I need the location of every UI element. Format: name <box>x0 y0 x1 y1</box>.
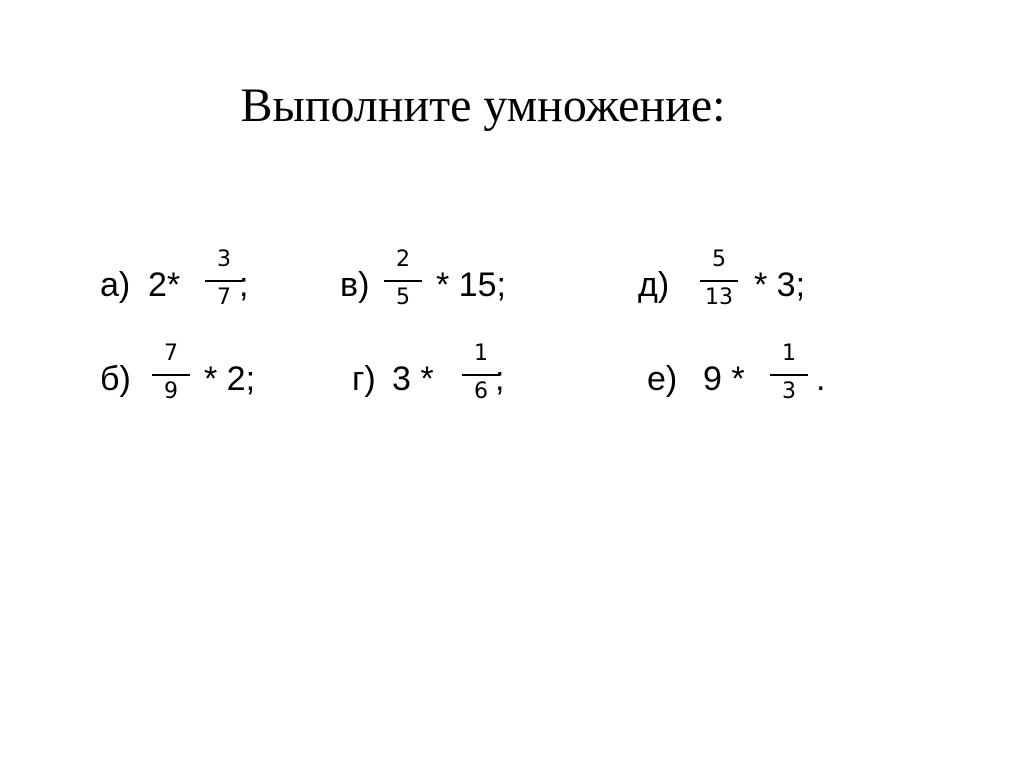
exercise-a <box>100 243 270 343</box>
fraction-numerator: 1 <box>782 341 796 366</box>
exercise-prefix: 3 * <box>392 360 434 398</box>
exercise-label: а) <box>100 266 131 304</box>
fraction-bar <box>700 280 738 282</box>
exercise-b <box>100 337 300 437</box>
exercise-prefix: 9 * <box>703 360 745 398</box>
exercise-label: б) <box>100 360 131 398</box>
exercise-label: е) <box>647 360 678 398</box>
exercise-label: в) <box>340 266 370 304</box>
exercise-suffix: * 2; <box>204 360 256 398</box>
fraction-denominator: 13 <box>705 285 733 310</box>
exercise-d <box>638 243 838 343</box>
exercise-suffix: ; <box>495 360 505 398</box>
exercise-g <box>352 337 532 437</box>
exercise-prefix: 2* <box>148 266 181 304</box>
exercise-v <box>340 243 540 343</box>
exercise-label: д) <box>638 266 670 304</box>
fraction-numerator: 1 <box>474 341 488 366</box>
exercise-e <box>647 337 847 437</box>
fraction-denominator: 6 <box>474 379 488 404</box>
fraction-bar <box>384 280 422 282</box>
fraction-numerator: 5 <box>712 247 726 272</box>
fraction-bar <box>205 280 243 282</box>
fraction-denominator: 3 <box>782 379 796 404</box>
slide-title-text: Выполните умножение: <box>240 79 726 132</box>
fraction-numerator: 3 <box>217 247 231 272</box>
fraction-bar <box>770 374 808 376</box>
exercise-suffix: * 15; <box>436 266 506 304</box>
fraction-denominator: 9 <box>164 379 178 404</box>
exercise-suffix: * 3; <box>754 266 806 304</box>
fraction-denominator: 5 <box>396 285 410 310</box>
fraction-denominator: 7 <box>217 285 231 310</box>
fraction-numerator: 2 <box>396 247 410 272</box>
exercise-suffix: . <box>816 360 826 398</box>
fraction-numerator: 7 <box>164 341 178 366</box>
exercise-label: г) <box>352 360 376 398</box>
slide-title <box>0 78 1024 134</box>
fraction-bar <box>152 374 190 376</box>
exercise-suffix: ; <box>239 266 249 304</box>
